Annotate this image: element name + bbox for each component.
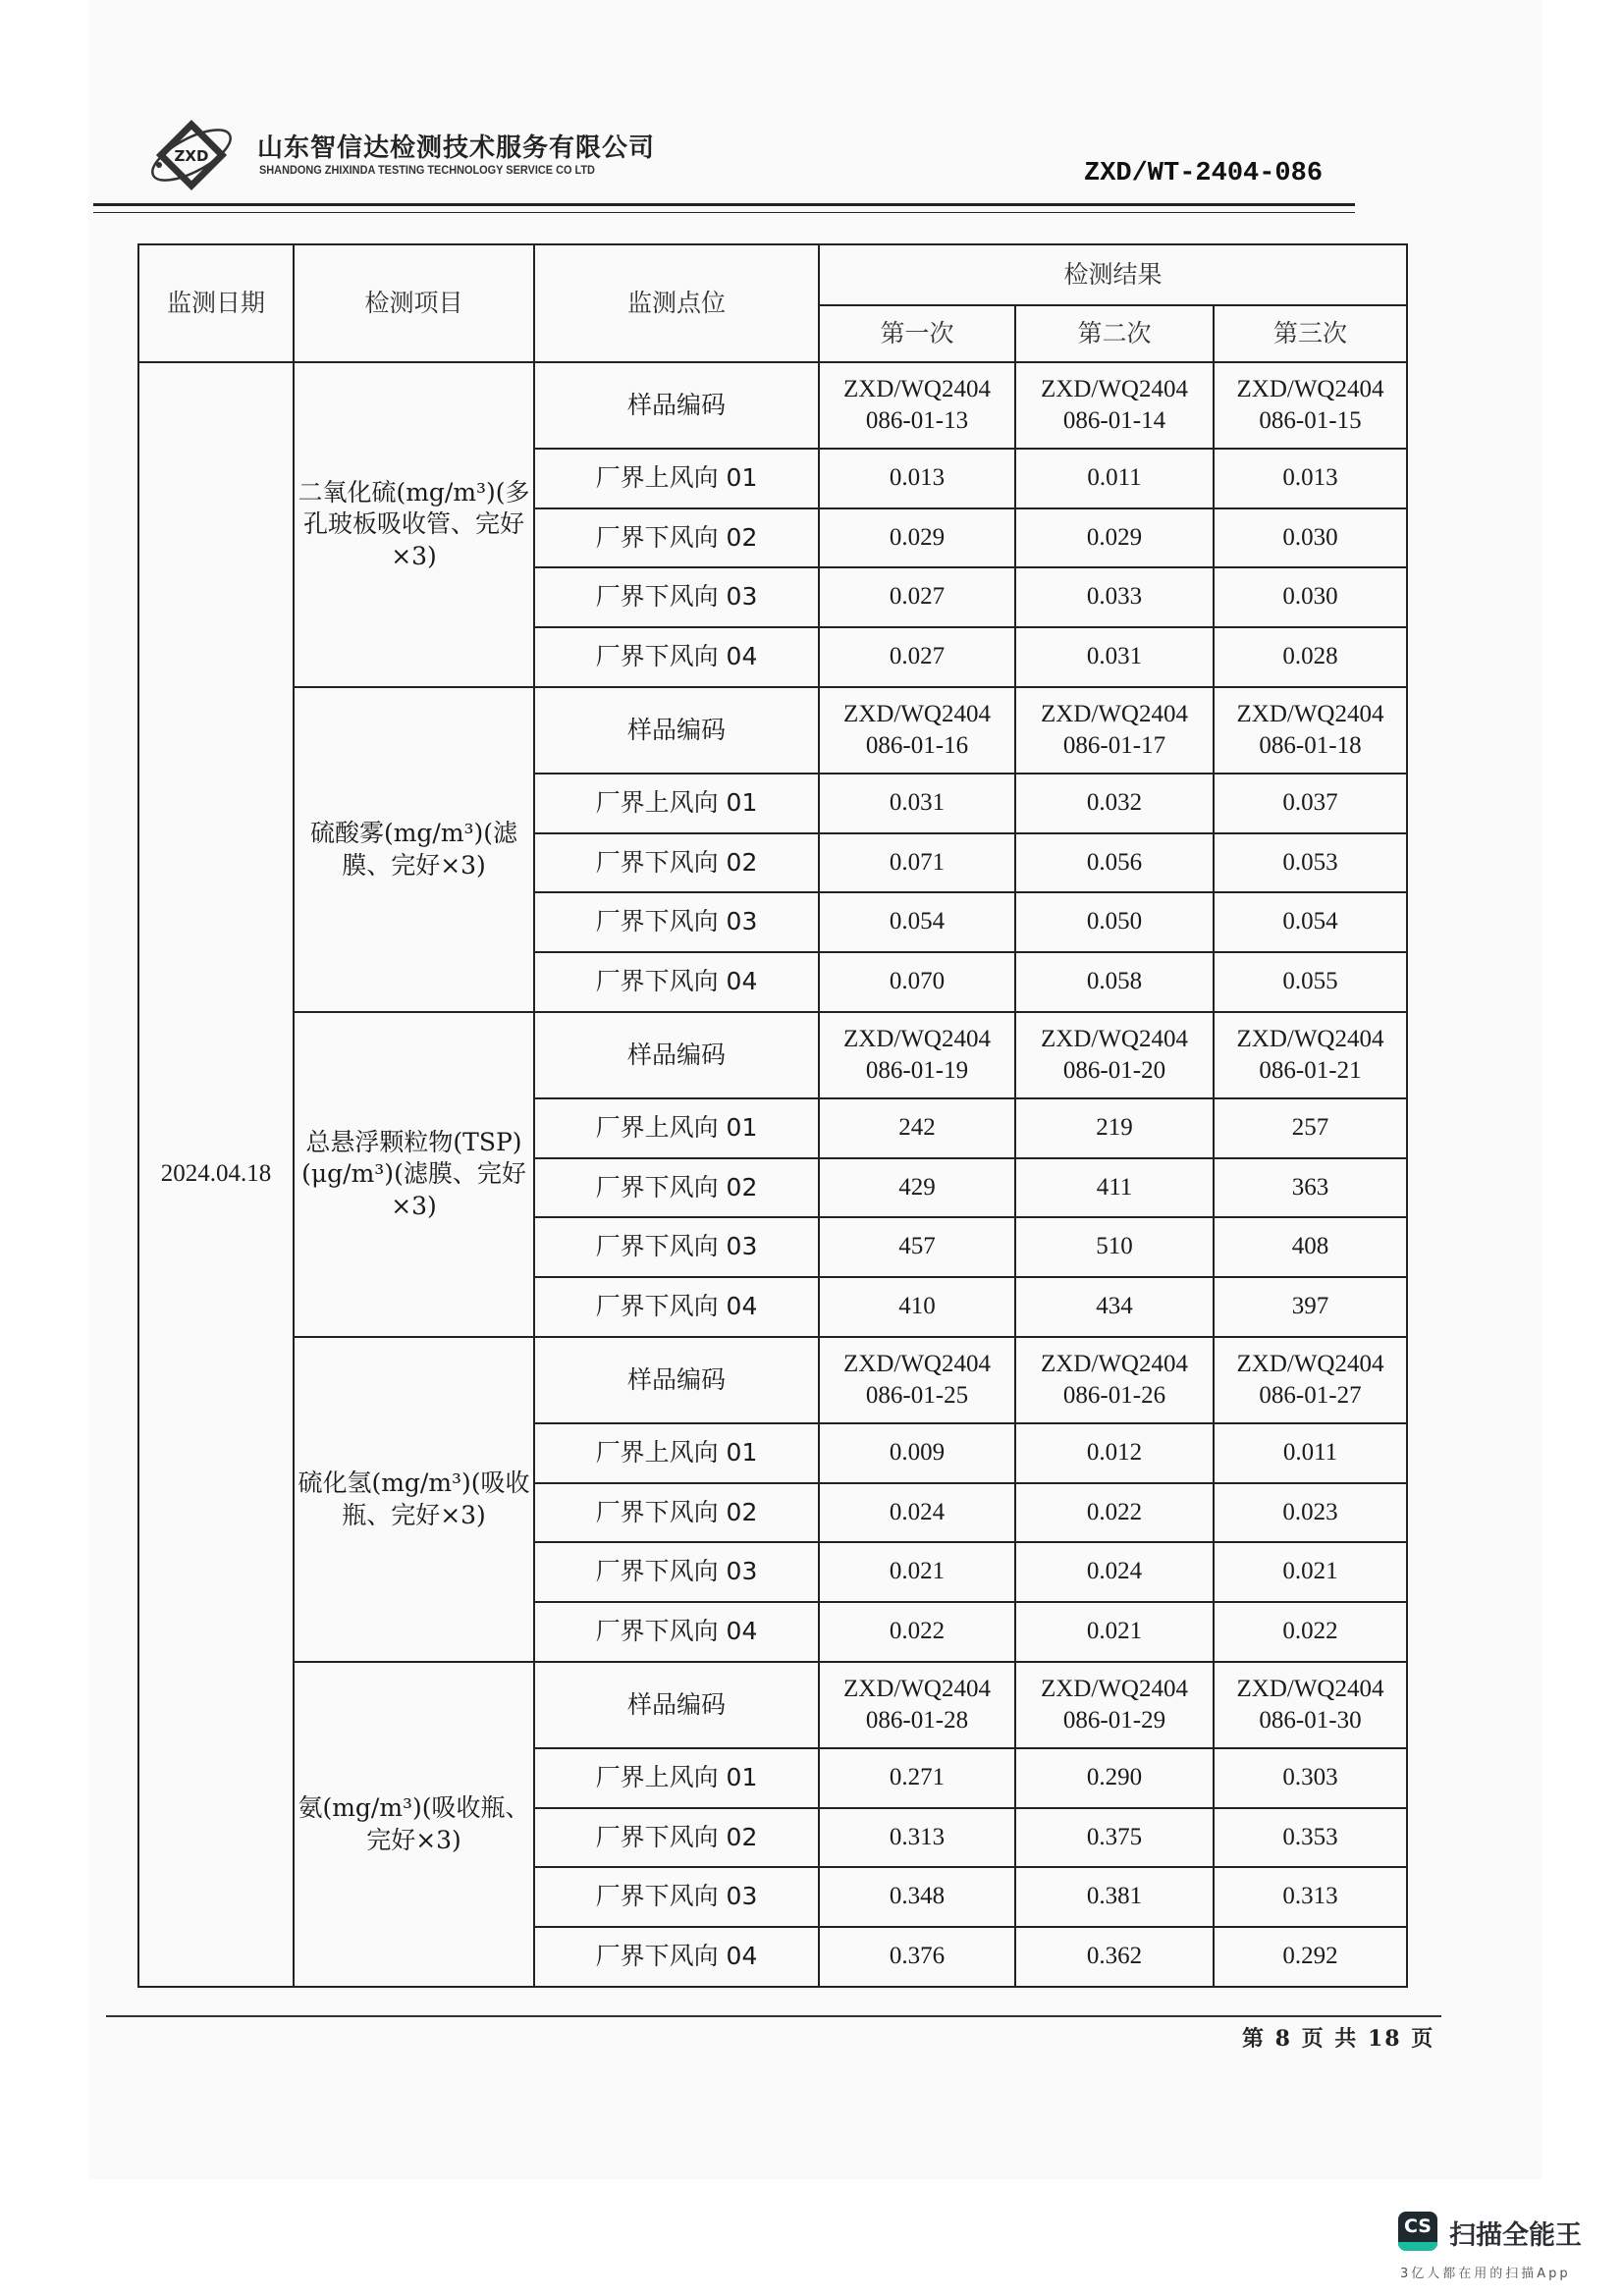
result-value: 0.012: [1015, 1423, 1214, 1483]
sample-code-label: 样品编码: [534, 1012, 819, 1098]
result-value: 0.362: [1015, 1927, 1214, 1987]
header-date: 监测日期: [138, 244, 294, 362]
sample-code: [819, 1662, 1015, 1748]
monitoring-point: 厂界下风向 04: [534, 952, 819, 1012]
result-value: 0.030: [1214, 567, 1407, 627]
sample-code: [1015, 1012, 1214, 1098]
result-value: 0.024: [819, 1483, 1015, 1542]
monitoring-point: 厂界下风向 02: [534, 1808, 819, 1867]
result-value: 0.053: [1214, 833, 1407, 892]
monitoring-point: 厂界下风向 02: [534, 833, 819, 892]
sample-code-suffix: 086-01-27: [1259, 1382, 1362, 1409]
page-number: 第 8 页 共 18 页: [1242, 2026, 1435, 2052]
test-item: 硫化氢(mg/m³)(吸收瓶、完好×3): [294, 1337, 534, 1662]
sample-code: [1214, 687, 1407, 774]
result-value: 0.023: [1214, 1483, 1407, 1542]
sample-code-suffix: 086-01-19: [865, 1057, 969, 1084]
monitoring-point: 厂界下风向 02: [534, 1158, 819, 1217]
result-value: 0.032: [1015, 774, 1214, 833]
result-value: 0.058: [1015, 952, 1214, 1012]
result-value: 0.353: [1214, 1808, 1407, 1867]
result-value: 0.290: [1015, 1748, 1214, 1808]
header-results: 检测结果: [819, 244, 1407, 305]
result-value: 0.037: [1214, 774, 1407, 833]
monitoring-point: 厂界上风向 01: [534, 1748, 819, 1808]
result-value: 0.013: [1214, 449, 1407, 508]
result-value: 0.029: [1015, 508, 1214, 567]
result-value: 0.071: [819, 833, 1015, 892]
test-item: 二氧化硫(mg/m³)(多孔玻板吸收管、完好×3): [294, 362, 534, 687]
result-value: 457: [819, 1217, 1015, 1277]
result-value: 0.022: [1214, 1602, 1407, 1662]
result-value: 0.054: [1214, 892, 1407, 952]
result-value: 0.056: [1015, 833, 1214, 892]
monitoring-point: 厂界下风向 03: [534, 1217, 819, 1277]
header-round-3: 第三次: [1214, 305, 1407, 362]
monitoring-date: 2024.04.18: [138, 362, 294, 1987]
monitoring-point: 厂界下风向 03: [534, 567, 819, 627]
sample-code-label: 样品编码: [534, 1662, 819, 1748]
monitoring-point: 厂界下风向 03: [534, 1867, 819, 1927]
monitoring-point: 厂界下风向 03: [534, 1542, 819, 1602]
result-value: 410: [819, 1277, 1015, 1337]
result-value: 0.009: [819, 1423, 1015, 1483]
monitoring-point: 厂界下风向 04: [534, 627, 819, 687]
result-value: 0.375: [1015, 1808, 1214, 1867]
result-value: 0.021: [819, 1542, 1015, 1602]
sample-code-prefix: ZXD/WQ2404: [843, 700, 991, 727]
sample-code-suffix: 086-01-25: [865, 1382, 969, 1409]
sample-code-label: 样品编码: [534, 687, 819, 774]
result-value: 0.022: [1015, 1483, 1214, 1542]
result-value: 0.027: [819, 627, 1015, 687]
test-item: 硫酸雾(mg/m³)(滤膜、完好×3): [294, 687, 534, 1012]
monitoring-point: 厂界上风向 01: [534, 774, 819, 833]
sample-code-prefix: ZXD/WQ2404: [1236, 700, 1384, 727]
sample-code-label: 样品编码: [534, 1337, 819, 1423]
sample-code-prefix: ZXD/WQ2404: [843, 1350, 991, 1377]
company-logo-icon: [147, 116, 236, 194]
sample-code-row: [138, 1012, 1407, 1098]
result-value: 0.313: [819, 1808, 1015, 1867]
sample-code-prefix: ZXD/WQ2404: [1236, 1675, 1384, 1702]
company-name-cn: 山东智信达检测技术服务有限公司: [257, 133, 656, 163]
result-value: 0.348: [819, 1867, 1015, 1927]
monitoring-point: 厂界下风向 03: [534, 892, 819, 952]
sample-code-suffix: 086-01-18: [1259, 732, 1362, 759]
sample-code-prefix: ZXD/WQ2404: [1041, 375, 1188, 402]
sample-code-suffix: 086-01-21: [1259, 1057, 1362, 1084]
sample-code-row: [138, 1337, 1407, 1423]
sample-code-prefix: ZXD/WQ2404: [1236, 1350, 1384, 1377]
sample-code-prefix: ZXD/WQ2404: [1041, 700, 1188, 727]
result-value: 0.011: [1214, 1423, 1407, 1483]
result-value: 363: [1214, 1158, 1407, 1217]
camscanner-logo-icon: CS: [1398, 2212, 1437, 2251]
sample-code-suffix: 086-01-30: [1259, 1707, 1362, 1734]
result-value: 429: [819, 1158, 1015, 1217]
result-value: 0.021: [1015, 1602, 1214, 1662]
sample-code-prefix: ZXD/WQ2404: [1041, 1025, 1188, 1052]
sample-code-prefix: ZXD/WQ2404: [843, 375, 991, 402]
sample-code-suffix: 086-01-26: [1062, 1382, 1166, 1409]
sample-code-prefix: ZXD/WQ2404: [1236, 1025, 1384, 1052]
watermark-subtitle: 3亿人都在用的扫描App: [1400, 2267, 1571, 2281]
svg-text:ZXD: ZXD: [174, 147, 209, 165]
sample-code: [1015, 1662, 1214, 1748]
sample-code: [819, 687, 1015, 774]
sample-code-suffix: 086-01-20: [1062, 1057, 1166, 1084]
watermark-title: 扫描全能王: [1449, 2220, 1582, 2251]
sample-code-prefix: ZXD/WQ2404: [1236, 375, 1384, 402]
sample-code: [1214, 1337, 1407, 1423]
result-value: 510: [1015, 1217, 1214, 1277]
monitoring-point: 厂界下风向 04: [534, 1277, 819, 1337]
sample-code: [819, 362, 1015, 449]
sample-code-suffix: 086-01-29: [1062, 1707, 1166, 1734]
header-item: 检测项目: [294, 244, 534, 362]
sample-code: [1015, 1337, 1214, 1423]
test-item: 总悬浮颗粒物(TSP)(μg/m³)(滤膜、完好×3): [294, 1012, 534, 1337]
monitoring-point: 厂界下风向 04: [534, 1602, 819, 1662]
result-value: 408: [1214, 1217, 1407, 1277]
result-value: 0.070: [819, 952, 1015, 1012]
result-value: 0.031: [1015, 627, 1214, 687]
company-name-en: SHANDONG ZHIXINDA TESTING TECHNOLOGY SERVICE CO LTD: [259, 165, 595, 177]
result-value: 0.029: [819, 508, 1015, 567]
header-point: 监测点位: [534, 244, 819, 362]
sample-code: [1214, 1012, 1407, 1098]
sample-code-label: 样品编码: [534, 362, 819, 449]
sample-code-suffix: 086-01-16: [865, 732, 969, 759]
sample-code-prefix: ZXD/WQ2404: [1041, 1675, 1188, 1702]
result-value: 242: [819, 1098, 1015, 1158]
header-round-2: 第二次: [1015, 305, 1214, 362]
test-item: 氨(mg/m³)(吸收瓶、完好×3): [294, 1662, 534, 1987]
sample-code: [819, 1337, 1015, 1423]
result-value: 0.022: [819, 1602, 1015, 1662]
report-number: ZXD/WT-2404-086: [1084, 159, 1324, 188]
monitoring-point: 厂界下风向 02: [534, 1483, 819, 1542]
result-value: 411: [1015, 1158, 1214, 1217]
sample-code: [1015, 687, 1214, 774]
monitoring-point: 厂界下风向 02: [534, 508, 819, 567]
result-value: 434: [1015, 1277, 1214, 1337]
result-value: 397: [1214, 1277, 1407, 1337]
result-value: 0.054: [819, 892, 1015, 952]
sample-code-prefix: ZXD/WQ2404: [1041, 1350, 1188, 1377]
sample-code-row: [138, 362, 1407, 449]
result-value: 0.011: [1015, 449, 1214, 508]
sample-code-suffix: 086-01-28: [865, 1707, 969, 1734]
sample-code-suffix: 086-01-13: [865, 407, 969, 434]
result-value: 219: [1015, 1098, 1214, 1158]
result-value: 0.271: [819, 1748, 1015, 1808]
result-value: 0.050: [1015, 892, 1214, 952]
sample-code-row: [138, 1662, 1407, 1748]
result-value: 0.021: [1214, 1542, 1407, 1602]
sample-code-prefix: ZXD/WQ2404: [843, 1025, 991, 1052]
footer-rule: [106, 2015, 1441, 2017]
result-value: 257: [1214, 1098, 1407, 1158]
result-value: 0.028: [1214, 627, 1407, 687]
results-table: [137, 243, 1408, 1988]
monitoring-point: 厂界上风向 01: [534, 1098, 819, 1158]
result-value: 0.376: [819, 1927, 1015, 1987]
sample-code-row: [138, 687, 1407, 774]
header-round-1: 第一次: [819, 305, 1015, 362]
sample-code: [819, 1012, 1015, 1098]
sample-code-suffix: 086-01-14: [1062, 407, 1166, 434]
sample-code: [1015, 362, 1214, 449]
result-value: 0.055: [1214, 952, 1407, 1012]
sample-code-suffix: 086-01-17: [1062, 732, 1166, 759]
monitoring-point: 厂界上风向 01: [534, 449, 819, 508]
monitoring-point: 厂界上风向 01: [534, 1423, 819, 1483]
result-value: 0.381: [1015, 1867, 1214, 1927]
result-value: 0.031: [819, 774, 1015, 833]
result-value: 0.313: [1214, 1867, 1407, 1927]
result-value: 0.013: [819, 449, 1015, 508]
result-value: 0.030: [1214, 508, 1407, 567]
result-value: 0.024: [1015, 1542, 1214, 1602]
sample-code: [1214, 362, 1407, 449]
result-value: 0.033: [1015, 567, 1214, 627]
header-rule: [93, 203, 1355, 213]
sample-code-suffix: 086-01-15: [1259, 407, 1362, 434]
monitoring-point: 厂界下风向 04: [534, 1927, 819, 1987]
sample-code-prefix: ZXD/WQ2404: [843, 1675, 991, 1702]
sample-code: [1214, 1662, 1407, 1748]
result-value: 0.303: [1214, 1748, 1407, 1808]
result-value: 0.292: [1214, 1927, 1407, 1987]
result-value: 0.027: [819, 567, 1015, 627]
